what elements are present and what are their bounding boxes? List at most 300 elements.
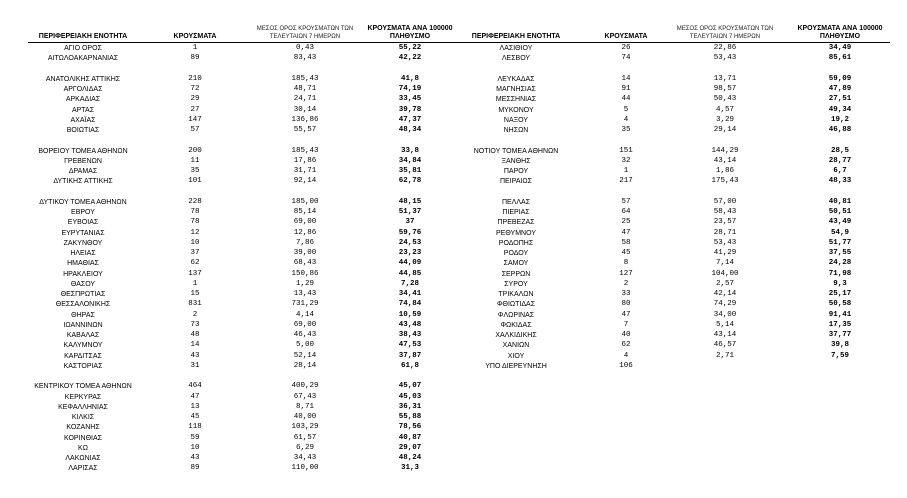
right-avg-cell: 144,29 [711, 146, 739, 155]
right-table-row [0, 311, 907, 320]
right-region-cell: ΧΑΛΚΙΔΙΚΗΣ [495, 332, 537, 339]
left-cases-cell: 29 [190, 95, 200, 104]
left-rate-cell: 45,07 [398, 382, 422, 391]
left-cases-cell: 43 [190, 454, 200, 462]
left-region-cell: ΑΝΑΤΟΛΙΚΗΣ ΑΤΤΙΚΗΣ [45, 75, 121, 83]
left-cases-cell: 35 [190, 167, 200, 175]
left-rate-cell: 38,43 [398, 331, 422, 339]
left-rate-cell: 78,56 [398, 423, 422, 432]
left-header-rule [28, 42, 460, 43]
left-region-cell: ΑΡΚΑΔΙΑΣ [65, 96, 101, 104]
right-rate-cell: 17,35 [828, 320, 852, 329]
right-avg-cell: 1,86 [715, 167, 734, 175]
left-avg-cell: 4,14 [295, 310, 314, 319]
left-region-cell: ΛΑΡΙΣΑΣ [68, 465, 98, 473]
right-avg-cell: 53,43 [713, 238, 737, 247]
right-cases-cell: 4 [623, 351, 629, 360]
right-avg-cell: 175,43 [711, 177, 739, 186]
right-rate-cell: 37,55 [828, 249, 852, 257]
right-cases-cell: 8 [623, 259, 629, 268]
right-table-row [0, 44, 907, 53]
left-avg-cell: 5,00 [295, 341, 314, 350]
right-rate-cell: 46,88 [828, 126, 852, 134]
left-rate-cell: 35,81 [398, 167, 422, 175]
left-region-cell: ΒΟΡΕΙΟΥ ΤΟΜΕΑ ΑΘΗΝΩΝ [38, 147, 128, 155]
right-avg-cell: 58,43 [713, 208, 737, 216]
left-cases-cell: 59 [190, 433, 200, 442]
right-table-row [0, 167, 907, 176]
left-avg-cell: 12,86 [293, 228, 317, 237]
left-avg-cell: 110,00 [291, 464, 319, 473]
left-header-avg [240, 25, 370, 41]
left-cases-cell: 57 [190, 126, 200, 134]
right-region-cell: ΣΕΡΡΩΝ [501, 270, 531, 278]
left-region-cell: ΗΜΑΘΙΑΣ [67, 260, 99, 268]
left-region-cell: ΔΥΤΙΚΟΥ ΤΟΜΕΑ ΑΘΗΝΩΝ [39, 198, 127, 206]
left-table-row [0, 444, 907, 453]
right-avg-cell: 5,14 [715, 320, 734, 329]
right-avg-cell: 23,57 [713, 218, 737, 227]
left-table-row [0, 393, 907, 402]
right-rate-cell: 19,2 [830, 115, 849, 124]
left-avg-cell: 69,00 [293, 320, 317, 329]
left-region-cell: ΚΩ [78, 444, 88, 452]
right-rate-cell: 28,77 [828, 156, 852, 165]
left-cases-cell: 73 [190, 320, 200, 329]
right-region-cell: ΠΕΛΛΑΣ [501, 198, 531, 206]
left-header-rate [360, 25, 460, 41]
right-region-cell: ΦΘΙΩΤΙΔΑΣ [496, 301, 536, 309]
right-region-cell: ΣΥΡΟΥ [504, 280, 528, 288]
left-avg-cell: 1,29 [295, 279, 314, 288]
right-cases-cell: 35 [621, 126, 631, 134]
left-region-cell: ΑΧΑΪΑΣ [70, 116, 96, 124]
right-region-cell: ΜΑΓΝΗΣΙΑΣ [496, 86, 536, 93]
left-avg-cell: 8,71 [295, 402, 314, 411]
left-cases-cell: 15 [190, 290, 200, 298]
left-rate-cell: 59,76 [398, 228, 422, 237]
left-rate-cell: 41,8 [400, 74, 419, 83]
right-avg-cell: 4,57 [715, 105, 734, 114]
left-region-cell: ΒΟΙΩΤΙΑΣ [66, 127, 100, 134]
right-cases-cell: 7 [623, 320, 629, 329]
right-rate-cell: 6,7 [833, 167, 847, 175]
left-region-cell: ΘΕΣΣΑΛΟΝΙΚΗΣ [55, 301, 111, 309]
right-table-row [0, 198, 907, 207]
right-region-cell: ΡΟΔΟΠΗΣ [498, 239, 534, 247]
right-avg-cell: 43,14 [713, 156, 737, 165]
left-cases-cell: 228 [188, 197, 202, 206]
left-rate-cell: 23,23 [398, 249, 422, 257]
left-avg-cell: 0,43 [295, 44, 314, 52]
right-header-rate-line2: ΠΛΗΘΥΣΜΟ [819, 33, 861, 40]
right-region-cell: ΡΟΔΟΥ [503, 250, 529, 257]
left-avg-cell: 185,43 [291, 146, 319, 155]
left-avg-cell: 103,29 [291, 423, 319, 432]
right-region-cell: ΝΗΣΩΝ [503, 127, 529, 134]
right-avg-cell: 13,71 [713, 74, 737, 83]
right-rate-cell: 25,17 [828, 290, 852, 298]
right-rate-cell: 48,33 [828, 177, 852, 186]
left-region-cell: ΓΡΕΒΕΝΩΝ [64, 157, 102, 165]
right-region-cell: ΛΕΣΒΟΥ [501, 55, 531, 63]
left-header-cases-text: ΚΡΟΥΣΜΑΤΑ [173, 33, 217, 40]
left-region-cell: ΔΡΑΜΑΣ [68, 168, 98, 175]
left-cases-cell: 72 [190, 85, 200, 93]
right-header-avg-line2: ΤΕΛΕΥΤΑΙΩΝ 7 ΗΜΕΡΩΝ [689, 34, 761, 40]
left-table-row [0, 434, 907, 443]
left-avg-cell: 31,71 [293, 167, 317, 175]
left-avg-cell: 55,57 [293, 126, 317, 134]
right-table-row [0, 54, 907, 63]
right-rate-cell: 28,5 [830, 146, 849, 155]
left-cases-cell: 10 [190, 238, 200, 247]
left-table-row [0, 454, 907, 463]
left-region-cell: ΚΑΛΥΜΝΟΥ [63, 342, 103, 350]
left-avg-cell: 185,00 [291, 197, 319, 206]
left-rate-cell: 48,24 [398, 454, 422, 462]
right-cases-cell: 217 [619, 177, 633, 186]
left-avg-cell: 83,43 [293, 54, 317, 63]
left-avg-cell: 7,86 [295, 238, 314, 247]
left-rate-cell: 7,28 [400, 279, 419, 288]
right-header-avg-line1: ΜΕΣΟΣ ΟΡΟΣ ΚΡΟΥΣΜΑΤΩΝ ΤΩΝ [676, 26, 774, 32]
right-table-row [0, 106, 907, 115]
left-region-cell: ΛΑΚΩΝΙΑΣ [65, 455, 101, 462]
left-rate-cell: 61,8 [400, 361, 419, 370]
right-table-row [0, 290, 907, 299]
left-rate-cell: 45,03 [398, 392, 422, 401]
right-rate-cell: 9,3 [833, 279, 847, 288]
left-region-cell: ΗΡΑΚΛΕΙΟΥ [63, 270, 103, 278]
right-rate-cell: 59,09 [828, 74, 852, 83]
right-cases-cell: 26 [621, 44, 631, 52]
right-cases-cell: 1 [623, 167, 629, 175]
left-rate-cell: 24,53 [398, 238, 422, 247]
right-region-cell: ΞΑΝΘΗΣ [501, 157, 531, 165]
left-header-rate-line1: ΚΡΟΥΣΜΑΤΑ ΑΝΑ 100000 [367, 25, 453, 32]
right-cases-cell: 44 [621, 95, 631, 104]
right-header-region-text: ΠΕΡΙΦΕΡΕΙΑΚΗ ΕΝΟΤΗΤΑ [471, 33, 561, 40]
right-avg-cell: 29,14 [713, 126, 737, 134]
right-region-cell: ΧΙΟΥ [507, 352, 525, 360]
left-table-row [0, 464, 907, 473]
right-avg-cell: 53,43 [713, 54, 737, 63]
left-avg-cell: 46,43 [293, 331, 317, 339]
left-header-avg-line2: ΤΕΛΕΥΤΑΙΩΝ 7 ΗΜΕΡΩΝ [269, 34, 341, 40]
left-rate-cell: 47,53 [398, 341, 422, 350]
left-header-rate-line2: ΠΛΗΘΥΣΜΟ [389, 33, 431, 40]
left-avg-cell: 28,14 [293, 361, 317, 370]
left-cases-cell: 1 [192, 44, 198, 52]
left-rate-cell: 74,19 [398, 85, 422, 93]
right-region-cell: ΝΑΞΟΥ [503, 116, 529, 124]
left-avg-cell: 92,14 [293, 177, 317, 186]
right-avg-cell: 3,29 [715, 115, 734, 124]
left-avg-cell: 150,86 [291, 269, 319, 278]
left-rate-cell: 37 [405, 218, 415, 227]
left-avg-cell: 69,00 [293, 218, 317, 227]
left-avg-cell: 6,29 [295, 443, 314, 452]
left-cases-cell: 14 [190, 341, 200, 350]
right-table-row [0, 362, 907, 371]
right-rate-cell: 27,51 [828, 95, 852, 104]
left-avg-cell: 400,29 [291, 382, 319, 391]
left-avg-cell: 24,71 [293, 95, 317, 104]
left-cases-cell: 12 [190, 228, 200, 237]
right-region-cell: ΜΕΣΣΗΝΙΑΣ [495, 96, 537, 104]
left-rate-cell: 34,84 [398, 156, 422, 165]
left-avg-cell: 30,14 [293, 105, 317, 114]
right-cases-cell: 91 [621, 85, 631, 93]
right-avg-cell: 57,00 [713, 197, 737, 206]
left-region-cell: ΚΕΝΤΡΙΚΟΥ ΤΟΜΕΑ ΑΘΗΝΩΝ [34, 383, 132, 391]
right-table-row [0, 331, 907, 340]
right-header-region [458, 33, 574, 41]
right-region-cell: ΝΟΤΙΟΥ ΤΟΜΕΑ ΑΘΗΝΩΝ [473, 147, 559, 155]
right-table-row [0, 208, 907, 217]
left-rate-cell: 10,59 [398, 310, 422, 319]
right-header-rate-line1: ΚΡΟΥΣΜΑΤΑ ΑΝΑ 100000 [797, 25, 883, 32]
left-region-cell: ΘΕΣΠΡΩΤΙΑΣ [60, 291, 106, 298]
left-region-cell: ΑΡΓΟΛΙΔΑΣ [63, 86, 103, 93]
left-rate-cell: 33,45 [398, 95, 422, 104]
left-cases-cell: 31 [190, 361, 200, 370]
right-avg-cell: 50,43 [713, 95, 737, 104]
right-header-cases [591, 33, 661, 41]
right-avg-cell: 74,29 [713, 300, 737, 309]
left-header-region-text: ΠΕΡΙΦΕΡΕΙΑΚΗ ΕΝΟΤΗΤΑ [38, 33, 128, 40]
right-table-row [0, 116, 907, 125]
left-header-region [28, 33, 138, 41]
left-cases-cell: 43 [190, 351, 200, 360]
left-rate-cell: 48,34 [398, 126, 422, 134]
right-rate-cell: 49,34 [828, 105, 852, 114]
right-cases-cell: 57 [621, 197, 631, 206]
right-rate-cell: 37,77 [828, 331, 852, 339]
left-header-cases [160, 33, 230, 41]
left-region-cell: ΚΙΛΚΙΣ [71, 414, 95, 421]
right-region-cell: ΜΥΚΟΝΟΥ [498, 106, 534, 114]
left-cases-cell: 200 [188, 146, 202, 155]
left-rate-cell: 55,88 [398, 413, 422, 421]
left-cases-cell: 831 [188, 300, 202, 309]
right-rate-cell: 47,89 [828, 85, 852, 93]
right-avg-cell: 7,14 [715, 259, 734, 268]
right-rate-cell: 50,58 [828, 300, 852, 309]
left-cases-cell: 2 [192, 310, 198, 319]
right-avg-cell: 104,00 [711, 269, 739, 278]
right-region-cell: ΠΑΡΟΥ [503, 168, 529, 175]
left-rate-cell: 39,78 [398, 105, 422, 114]
right-table-row [0, 95, 907, 104]
left-cases-cell: 78 [190, 218, 200, 227]
left-region-cell: ΚΕΡΚΥΡΑΣ [64, 393, 102, 401]
left-region-cell: ΑΡΤΑΣ [71, 106, 95, 114]
right-table-row [0, 259, 907, 268]
right-cases-cell: 2 [623, 279, 629, 288]
right-cases-cell: 4 [623, 115, 629, 124]
left-rate-cell: 43,48 [398, 320, 422, 329]
left-cases-cell: 137 [188, 269, 202, 278]
left-region-cell: ΘΗΡΑΣ [71, 311, 95, 319]
right-cases-cell: 25 [621, 218, 631, 227]
left-cases-cell: 62 [190, 259, 200, 268]
left-rate-cell: 44,85 [398, 269, 422, 278]
left-avg-cell: 52,14 [293, 351, 317, 360]
left-avg-cell: 85,14 [293, 208, 317, 216]
right-table-row [0, 147, 907, 156]
right-cases-cell: 14 [621, 74, 631, 83]
right-header-avg [660, 25, 790, 41]
left-table-row [0, 413, 907, 422]
left-region-cell: ΕΥΡΥΤΑΝΙΑΣ [61, 229, 105, 237]
right-avg-cell: 42,14 [713, 290, 737, 298]
left-cases-cell: 78 [190, 208, 200, 216]
right-region-cell: ΛΕΥΚΑΔΑΣ [497, 75, 535, 83]
left-cases-cell: 47 [190, 392, 200, 401]
left-rate-cell: 44,09 [398, 259, 422, 268]
left-cases-cell: 464 [188, 382, 202, 391]
left-table-row [0, 423, 907, 432]
left-rate-cell: 40,87 [398, 433, 422, 442]
left-rate-cell: 48,15 [398, 197, 422, 206]
right-table-row [0, 177, 907, 186]
right-table-row [0, 280, 907, 289]
left-region-cell: ΚΟΡΙΝΘΙΑΣ [64, 434, 102, 442]
right-rate-cell: 85,61 [828, 54, 852, 63]
left-rate-cell: 74,84 [398, 300, 422, 309]
right-avg-cell: 28,71 [713, 228, 737, 237]
right-rate-cell: 51,77 [828, 238, 852, 247]
right-avg-cell: 43,14 [713, 331, 737, 339]
left-rate-cell: 42,22 [398, 54, 422, 63]
right-rate-cell: 91,41 [828, 310, 852, 319]
right-rate-cell: 40,81 [828, 197, 852, 206]
left-avg-cell: 34,43 [293, 454, 317, 462]
left-region-cell: ΚΑΣΤΟΡΙΑΣ [63, 362, 103, 370]
right-cases-cell: 45 [621, 249, 631, 257]
right-table-row [0, 321, 907, 330]
left-cases-cell: 13 [190, 402, 200, 411]
right-cases-cell: 33 [621, 290, 631, 298]
left-avg-cell: 13,43 [293, 290, 317, 298]
left-table-row [0, 382, 907, 391]
right-cases-cell: 47 [621, 310, 631, 319]
left-avg-cell: 731,29 [291, 300, 319, 309]
left-region-cell: ΑΓΙΟ ΟΡΟΣ [64, 45, 102, 52]
left-rate-cell: 55,22 [398, 44, 422, 52]
right-region-cell: ΡΕΘΥΜΝΟΥ [495, 229, 536, 237]
right-region-cell: ΣΑΜΟΥ [503, 260, 529, 268]
right-avg-cell: 98,57 [713, 85, 737, 93]
left-cases-cell: 37 [190, 249, 200, 257]
right-table-row [0, 341, 907, 350]
left-cases-cell: 89 [190, 464, 200, 473]
right-avg-cell: 2,71 [715, 351, 734, 360]
left-cases-cell: 27 [190, 105, 200, 114]
left-rate-cell: 34,41 [398, 290, 422, 298]
right-rate-cell: 50,51 [828, 208, 852, 216]
left-avg-cell: 136,86 [291, 115, 319, 124]
right-cases-cell: 64 [621, 208, 631, 216]
left-rate-cell: 51,37 [398, 208, 422, 216]
left-cases-cell: 10 [190, 443, 200, 452]
right-avg-cell: 2,57 [715, 279, 734, 288]
right-cases-cell: 80 [621, 300, 631, 309]
right-rate-cell: 39,8 [830, 341, 849, 350]
right-header-cases-text: ΚΡΟΥΣΜΑΤΑ [604, 33, 648, 40]
left-region-cell: ΗΛΕΙΑΣ [70, 250, 96, 257]
right-cases-cell: 74 [621, 54, 631, 63]
left-avg-cell: 185,43 [291, 74, 319, 83]
right-table-row [0, 229, 907, 238]
left-rate-cell: 47,37 [398, 115, 422, 124]
left-region-cell: ΘΑΣΟΥ [70, 280, 96, 288]
left-cases-cell: 11 [190, 156, 200, 165]
left-region-cell: ΕΒΡΟΥ [71, 209, 95, 216]
right-table-row [0, 85, 907, 94]
left-region-cell: ΚΟΖΑΝΗΣ [66, 424, 100, 432]
left-region-cell: ΔΥΤΙΚΗΣ ΑΤΤΙΚΗΣ [53, 178, 113, 186]
right-table-row [0, 157, 907, 166]
right-region-cell: ΦΛΩΡΙΝΑΣ [497, 311, 535, 319]
right-table-row [0, 352, 907, 361]
right-region-cell: ΦΩΚΙΔΑΣ [500, 321, 532, 329]
right-rate-cell: 71,98 [828, 269, 852, 278]
right-cases-cell: 58 [621, 238, 631, 247]
left-header-avg-line1: ΜΕΣΟΣ ΟΡΟΣ ΚΡΟΥΣΜΑΤΩΝ ΤΩΝ [256, 26, 354, 32]
right-avg-cell: 22,86 [713, 44, 737, 52]
left-rate-cell: 31,3 [400, 464, 419, 473]
left-cases-cell: 89 [190, 54, 200, 63]
left-cases-cell: 45 [190, 413, 200, 421]
right-table-row [0, 126, 907, 135]
left-avg-cell: 67,43 [293, 392, 317, 401]
right-avg-cell: 46,57 [713, 341, 737, 350]
right-header-rate [790, 25, 890, 41]
left-cases-cell: 48 [190, 331, 200, 339]
left-cases-cell: 101 [188, 177, 202, 186]
right-cases-cell: 106 [619, 361, 633, 370]
left-avg-cell: 17,86 [293, 156, 317, 165]
left-region-cell: ΙΩΑΝΝΙΝΩΝ [63, 321, 103, 329]
right-cases-cell: 5 [623, 105, 629, 114]
right-region-cell: ΤΡΙΚΑΛΩΝ [498, 291, 534, 298]
right-cases-cell: 62 [621, 341, 631, 350]
left-rate-cell: 29,07 [398, 443, 422, 452]
right-cases-cell: 32 [621, 156, 631, 165]
right-region-cell: ΛΑΣΙΘΙΟΥ [499, 45, 533, 52]
right-avg-cell: 34,00 [713, 310, 737, 319]
right-cases-cell: 151 [619, 146, 633, 155]
right-table-row [0, 239, 907, 248]
right-header-rule [458, 42, 890, 43]
right-rate-cell: 43,49 [828, 218, 852, 227]
left-region-cell: ΚΑΒΑΛΑΣ [66, 332, 100, 339]
right-table-row [0, 300, 907, 309]
right-table-row [0, 270, 907, 279]
left-avg-cell: 39,00 [293, 249, 317, 257]
left-cases-cell: 118 [188, 423, 202, 432]
right-rate-cell: 34,49 [828, 44, 852, 52]
left-cases-cell: 210 [188, 74, 202, 83]
left-region-cell: ΑΙΤΩΛΟΑΚΑΡΝΑΝΙΑΣ [47, 55, 119, 63]
left-rate-cell: 33,8 [400, 146, 419, 155]
right-rate-cell: 24,28 [828, 259, 852, 268]
right-table-row [0, 75, 907, 84]
left-table-row [0, 403, 907, 412]
